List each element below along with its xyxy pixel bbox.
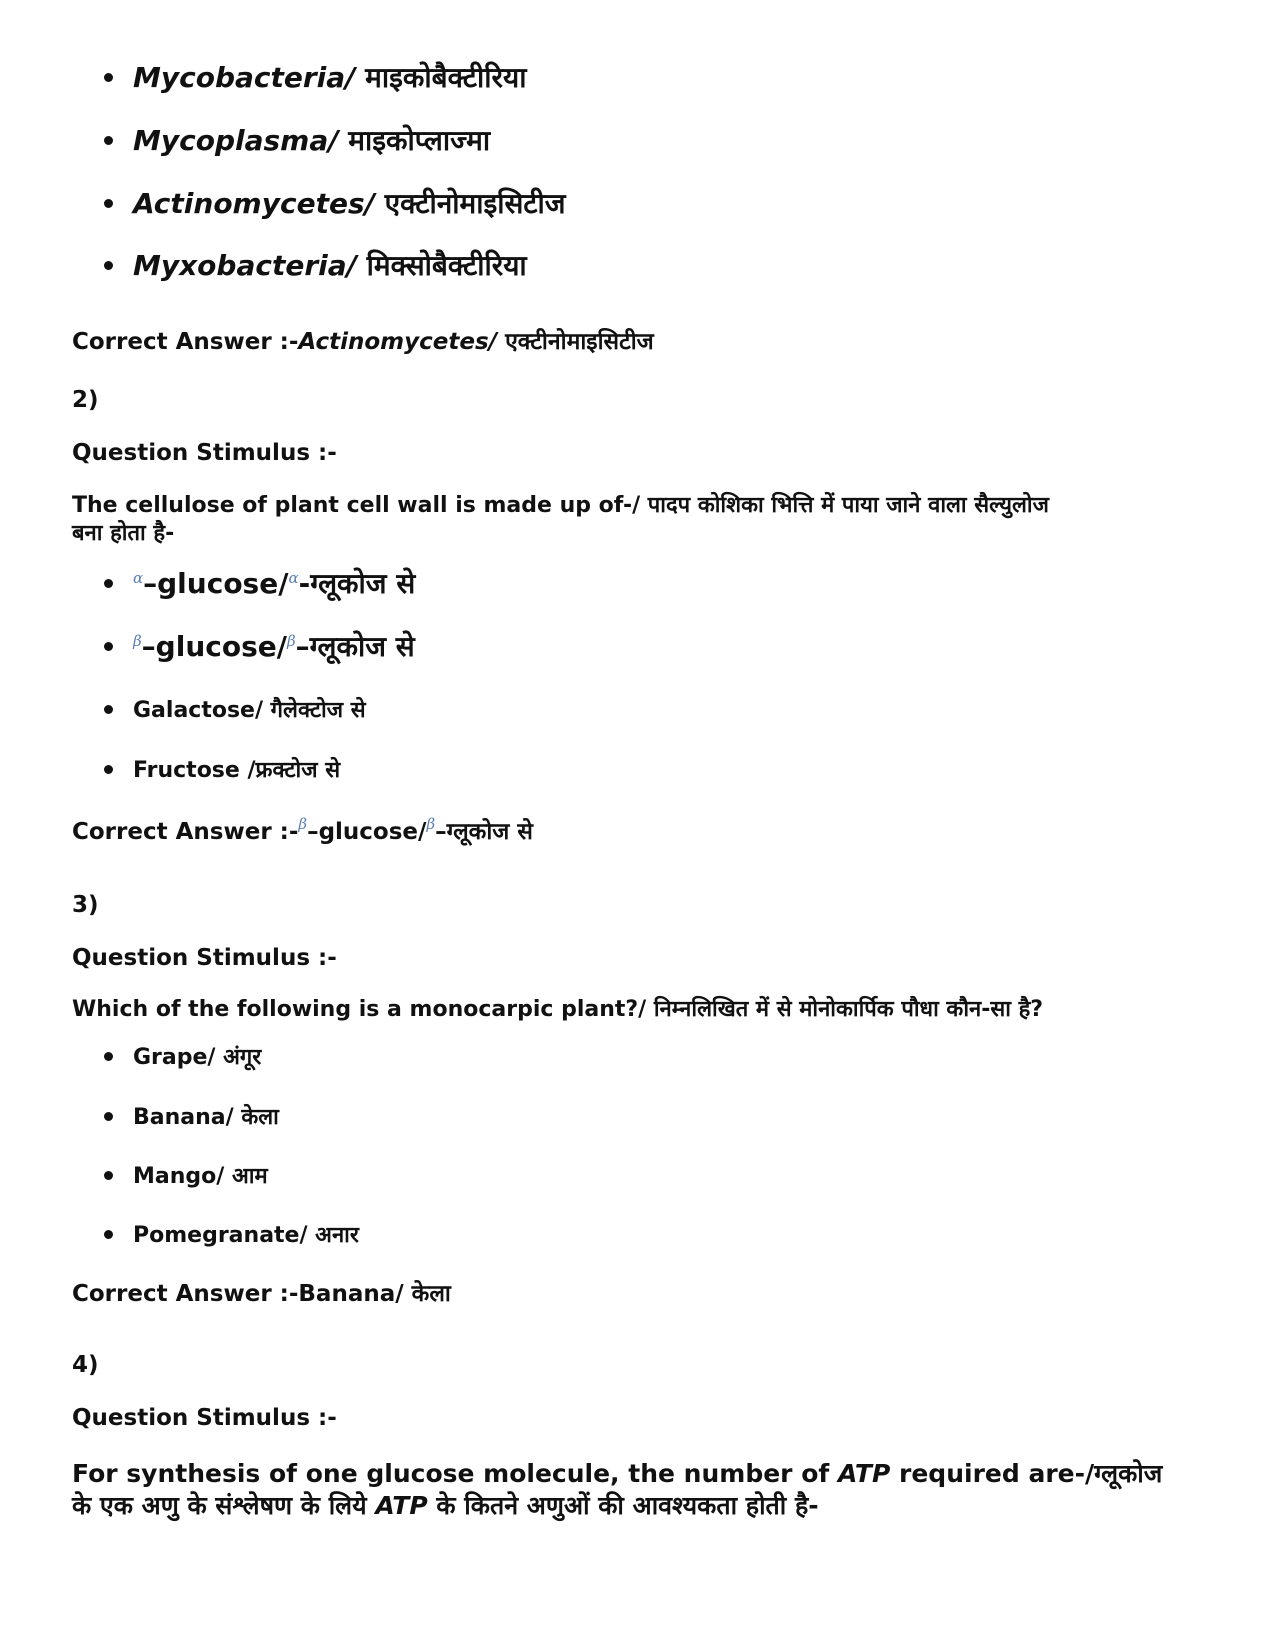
bullet-icon (104, 705, 113, 714)
atp-term: ATP (375, 1491, 428, 1520)
q1-correct-answer (72, 324, 654, 356)
stem-line (72, 1458, 1192, 1490)
option-text: Banana/ केला (133, 1105, 279, 1130)
q2-option-2 (104, 627, 415, 665)
bullet-icon (104, 1052, 113, 1061)
q2-stimulus-label: Question Stimulus :- (72, 440, 337, 466)
stem-line (72, 1490, 1192, 1522)
bullet-icon (104, 1230, 113, 1239)
option-en: Actinomycetes/ (133, 187, 375, 220)
answer-hi: –ग्लूकोज से (435, 819, 533, 845)
option-hi: -ग्लूकोज से (298, 567, 416, 600)
stem-text: For synthesis of one glucose molecule, the number of (72, 1459, 838, 1488)
bullet-icon (104, 642, 113, 651)
bullet-icon (104, 136, 113, 145)
option-en: Mycoplasma/ (133, 124, 339, 157)
q3-stem: Which of the following is a monocarpic plant?/ निम्नलिखित में से मोनोकार्पिक पौधा कौन-सा है? (72, 997, 1044, 1022)
option-text: Grape/ अंगूर (133, 1045, 262, 1070)
option-en: –glucose/ (141, 630, 287, 663)
q2-option-4 (104, 754, 340, 784)
bullet-icon (104, 73, 113, 82)
atp-term: ATP (837, 1459, 891, 1488)
q3-option-2 (104, 1101, 279, 1131)
answer-prefix: Correct Answer :- (72, 329, 299, 355)
stem-text: के एक अणु के संश्लेषण के लिये (72, 1491, 376, 1520)
answer-en: –glucose/ (307, 819, 427, 845)
option-en: –glucose/ (143, 567, 289, 600)
option-hi: मिक्सोबैक्टीरिया (356, 249, 527, 282)
q2-number: 2) (72, 387, 99, 413)
q4-stem (72, 1458, 1192, 1522)
bullet-icon (104, 765, 113, 774)
stem-line: बना होता है- (72, 521, 175, 546)
q1-option-1 (104, 58, 526, 96)
option-hi: माइकोप्लाज्मा (338, 124, 491, 157)
q1-option-3 (104, 184, 566, 222)
q3-option-4 (104, 1219, 359, 1249)
q3-number: 3) (72, 892, 99, 918)
stem-text: के कितने अणुओं की आवश्यकता होती है- (427, 1491, 819, 1520)
beta-symbol: β (298, 815, 308, 833)
beta-symbol: β (286, 632, 296, 650)
q3-option-3 (104, 1160, 268, 1190)
answer-hi: एक्टीनोमाइसिटीज (497, 329, 654, 355)
stem-text: required are-/ग्लूकोज (890, 1459, 1163, 1488)
option-text: Galactose/ गैलेक्टोज से (133, 698, 366, 723)
q2-correct-answer (72, 814, 533, 846)
option-en: Myxobacteria/ (133, 249, 357, 282)
bullet-icon (104, 261, 113, 270)
option-hi: माइकोबैक्टीरिया (355, 61, 527, 94)
answer-prefix: Correct Answer :- (72, 819, 299, 845)
q2-option-1 (104, 564, 415, 602)
bullet-icon (104, 1171, 113, 1180)
q4-number: 4) (72, 1352, 99, 1378)
option-text: Mango/ आम (133, 1164, 268, 1189)
option-hi: –ग्लूकोज से (295, 630, 415, 663)
beta-symbol: β (426, 815, 436, 833)
q1-option-4 (104, 246, 527, 284)
bullet-icon (104, 199, 113, 208)
q3-option-1 (104, 1041, 261, 1071)
q2-stem (72, 492, 1192, 548)
q4-stimulus-label: Question Stimulus :- (72, 1405, 337, 1431)
q3-stimulus-label: Question Stimulus :- (72, 945, 337, 971)
bullet-icon (104, 579, 113, 588)
beta-symbol: β (133, 632, 142, 650)
answer-en: Actinomycetes/ (298, 329, 498, 355)
option-text: Fructose /फ्रक्टोज से (133, 758, 341, 783)
q1-option-2 (104, 121, 490, 159)
option-en: Mycobacteria/ (133, 61, 356, 94)
stem-line: The cellulose of plant cell wall is made up of-/ पादप कोशिका भित्ति में पाया जाने वाला सैल्युलोज (72, 493, 1049, 518)
alpha-symbol: α (288, 569, 299, 587)
bullet-icon (104, 1112, 113, 1121)
q2-option-3 (104, 694, 366, 724)
q3-correct-answer: Correct Answer :-Banana/ केला (72, 1281, 451, 1307)
option-text: Pomegranate/ अनार (133, 1223, 359, 1248)
alpha-symbol: α (133, 569, 144, 587)
option-hi: एक्टीनोमाइसिटीज (374, 187, 566, 220)
